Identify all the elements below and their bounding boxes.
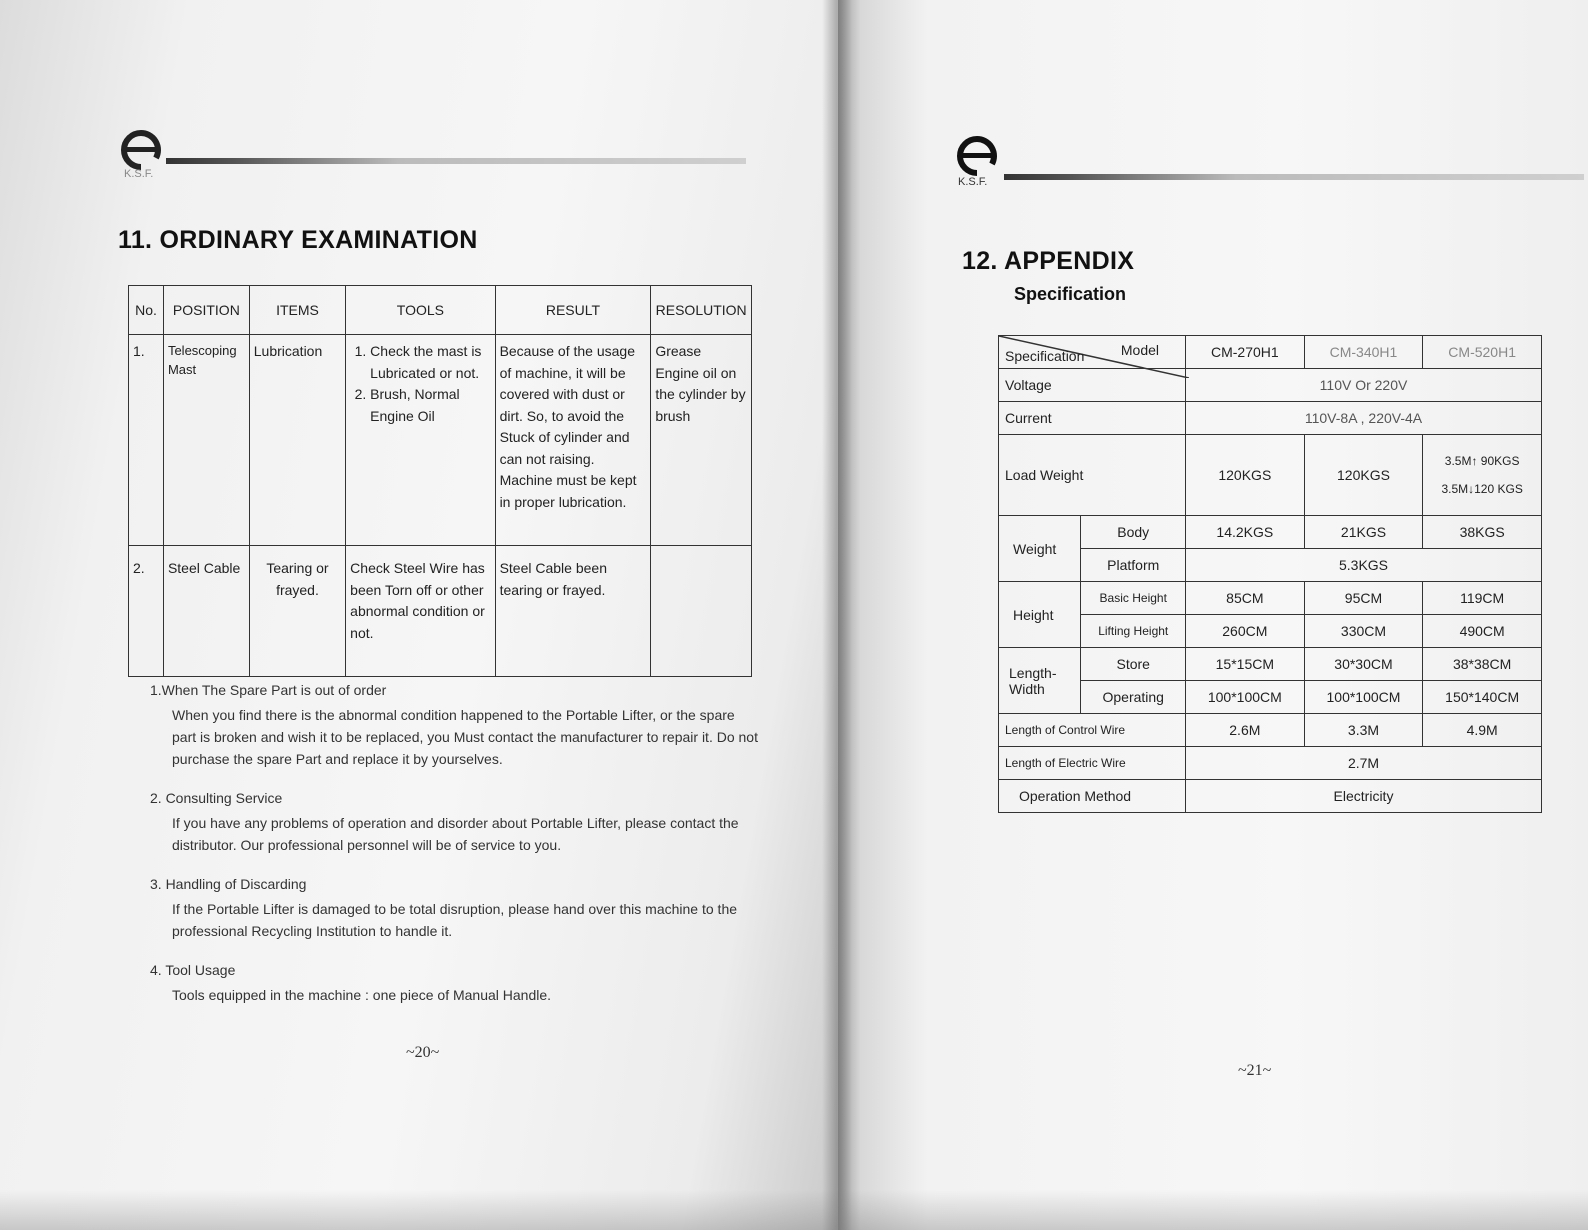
ksf-logo-icon bbox=[954, 134, 1000, 176]
specification-table bbox=[998, 335, 1542, 813]
note-item bbox=[150, 962, 760, 1006]
current-value: 110V-8A , 220V-4A bbox=[1186, 402, 1542, 435]
corner-spec-label: Specification bbox=[1005, 348, 1085, 364]
body-value: 21KGS bbox=[1304, 516, 1423, 549]
voltage-value: 110V Or 220V bbox=[1186, 369, 1542, 402]
length-width-label: Length-Width bbox=[999, 648, 1081, 714]
page-title: 11. ORDINARY EXAMINATION bbox=[118, 226, 478, 254]
note-body: If the Portable Lifter is damaged to be total disruption, please hand over this machine to the professional Recycling Institution to handle it. bbox=[172, 901, 738, 939]
tools-step: 2. Brush, Normal Engine Oil bbox=[370, 384, 490, 427]
table-row bbox=[129, 546, 752, 677]
operating-value: 150*140CM bbox=[1423, 681, 1542, 714]
weight-label: Weight bbox=[999, 516, 1081, 582]
model-cm520h1: CM-520H1 bbox=[1423, 336, 1542, 369]
height-label: Height bbox=[999, 582, 1081, 648]
operation-method-label: Operation Method bbox=[999, 780, 1186, 813]
operating-value: 100*100CM bbox=[1304, 681, 1423, 714]
store-value: 30*30CM bbox=[1304, 648, 1423, 681]
spec-row-weight-body bbox=[999, 516, 1542, 549]
lifting-height-value: 260CM bbox=[1186, 615, 1305, 648]
basic-height-value: 119CM bbox=[1423, 582, 1542, 615]
note-item bbox=[150, 682, 760, 770]
note-title: 4. Tool Usage bbox=[150, 962, 236, 978]
lifting-height-value: 490CM bbox=[1423, 615, 1542, 648]
basic-height-label: Basic Height bbox=[1081, 582, 1186, 615]
cell-position: Steel Cable bbox=[163, 546, 249, 677]
notes-section bbox=[150, 682, 760, 1026]
operating-value: 100*100CM bbox=[1186, 681, 1305, 714]
note-title: 1.When The Spare Part is out of order bbox=[150, 682, 387, 698]
store-value: 15*15CM bbox=[1186, 648, 1305, 681]
cell-tools bbox=[346, 335, 495, 546]
note-title: 2. Consulting Service bbox=[150, 790, 283, 806]
page-number: ~21~ bbox=[1238, 1062, 1272, 1079]
cell-resolution: Grease Engine oil on the cylinder by brush bbox=[651, 335, 752, 546]
current-label: Current bbox=[999, 402, 1186, 435]
spec-row-method bbox=[999, 780, 1542, 813]
note-body: If you have any problems of operation and disorder about Portable Lifter, please contact the distributor. Our professional personnel will be of service to you. bbox=[172, 815, 739, 853]
cell-tools: Check Steel Wire has been Torn off or other abnormal condition or not. bbox=[346, 546, 495, 677]
section-subtitle: Specification bbox=[1014, 284, 1127, 304]
store-label: Store bbox=[1081, 648, 1186, 681]
page-bottom-shadow bbox=[0, 1190, 1588, 1230]
basic-height-value: 95CM bbox=[1304, 582, 1423, 615]
cell-resolution bbox=[651, 546, 752, 677]
body-value: 14.2KGS bbox=[1186, 516, 1305, 549]
header-position: POSITION bbox=[163, 286, 249, 335]
ksf-logo-icon bbox=[118, 128, 164, 170]
cell-result: Because of the usage of machine, it will be covered with dust or dirt. So, to avoid the Stuck of cylinder and can not raising. Machine must be kept in proper lubrication. bbox=[495, 335, 651, 546]
cell-result: Steel Cable been tearing or frayed. bbox=[495, 546, 651, 677]
header-rule bbox=[1004, 174, 1584, 180]
body-value: 38KGS bbox=[1423, 516, 1542, 549]
basic-height-value: 85CM bbox=[1186, 582, 1305, 615]
voltage-label: Voltage bbox=[999, 369, 1186, 402]
note-item bbox=[150, 876, 760, 942]
tools-step: 1. Check the mast is Lubricated or not. bbox=[370, 341, 490, 384]
electric-wire-label: Length of Electric Wire bbox=[999, 747, 1186, 780]
cell-items: Tearing or frayed. bbox=[249, 546, 345, 677]
header-rule bbox=[166, 158, 746, 164]
note-body: Tools equipped in the machine : one piece of Manual Handle. bbox=[172, 987, 552, 1003]
logo-caption: K.S.F. bbox=[124, 168, 154, 180]
load-value: 120KGS bbox=[1304, 435, 1423, 516]
lifting-height-label: Lifting Height bbox=[1081, 615, 1186, 648]
header-tools: TOOLS bbox=[346, 286, 495, 335]
cell-position: Telescoping Mast bbox=[163, 335, 249, 546]
header-result: RESULT bbox=[495, 286, 651, 335]
spec-row-load bbox=[999, 435, 1542, 516]
examination-table bbox=[128, 285, 752, 677]
store-value: 38*38CM bbox=[1423, 648, 1542, 681]
operation-method-value: Electricity bbox=[1186, 780, 1542, 813]
operating-label: Operating bbox=[1081, 681, 1186, 714]
table-row bbox=[129, 335, 752, 546]
platform-label: Platform bbox=[1081, 549, 1186, 582]
table-header-row bbox=[129, 286, 752, 335]
spec-row-height-basic bbox=[999, 582, 1542, 615]
header-no: No. bbox=[129, 286, 164, 335]
load-down: 3.5M↓120 KGS bbox=[1441, 482, 1523, 496]
corner-model-label: Model bbox=[1120, 342, 1160, 358]
model-cm270h1: CM-270H1 bbox=[1186, 336, 1305, 369]
note-title: 3. Handling of Discarding bbox=[150, 876, 307, 892]
load-label: Load Weight bbox=[999, 435, 1186, 516]
control-wire-value: 2.6M bbox=[1186, 714, 1305, 747]
page-title: 12. APPENDIX bbox=[962, 247, 1135, 275]
control-wire-value: 3.3M bbox=[1304, 714, 1423, 747]
spec-row-electric-wire bbox=[999, 747, 1542, 780]
lifting-height-value: 330CM bbox=[1304, 615, 1423, 648]
header-resolution: RESOLUTION bbox=[651, 286, 752, 335]
cell-no: 2. bbox=[129, 546, 164, 677]
spec-header-row bbox=[999, 336, 1542, 369]
book-spine-shadow bbox=[822, 0, 852, 1230]
platform-value: 5.3KGS bbox=[1186, 549, 1542, 582]
page-number: ~20~ bbox=[406, 1044, 440, 1061]
body-label: Body bbox=[1081, 516, 1186, 549]
cell-items: Lubrication bbox=[249, 335, 345, 546]
electric-wire-value: 2.7M bbox=[1186, 747, 1542, 780]
spec-corner-cell bbox=[999, 336, 1186, 369]
logo-caption: K.S.F. bbox=[958, 176, 988, 188]
note-item bbox=[150, 790, 760, 856]
model-cm340h1: CM-340H1 bbox=[1304, 336, 1423, 369]
load-value: 120KGS bbox=[1186, 435, 1305, 516]
spec-row-lw-store bbox=[999, 648, 1542, 681]
control-wire-value: 4.9M bbox=[1423, 714, 1542, 747]
control-wire-label: Length of Control Wire bbox=[999, 714, 1186, 747]
load-up: 3.5M↑ 90KGS bbox=[1444, 454, 1520, 468]
header-items: ITEMS bbox=[249, 286, 345, 335]
spec-row-current bbox=[999, 402, 1542, 435]
load-value-520 bbox=[1423, 435, 1542, 516]
spec-row-control-wire bbox=[999, 714, 1542, 747]
note-body: When you find there is the abnormal condition happened to the Portable Lifter, or the spare part is broken and wish it to be replaced, you Must contact the manufacturer to repair it. Do not purchase the spare Part and replace it by yourselves. bbox=[172, 707, 758, 767]
cell-no: 1. bbox=[129, 335, 164, 546]
